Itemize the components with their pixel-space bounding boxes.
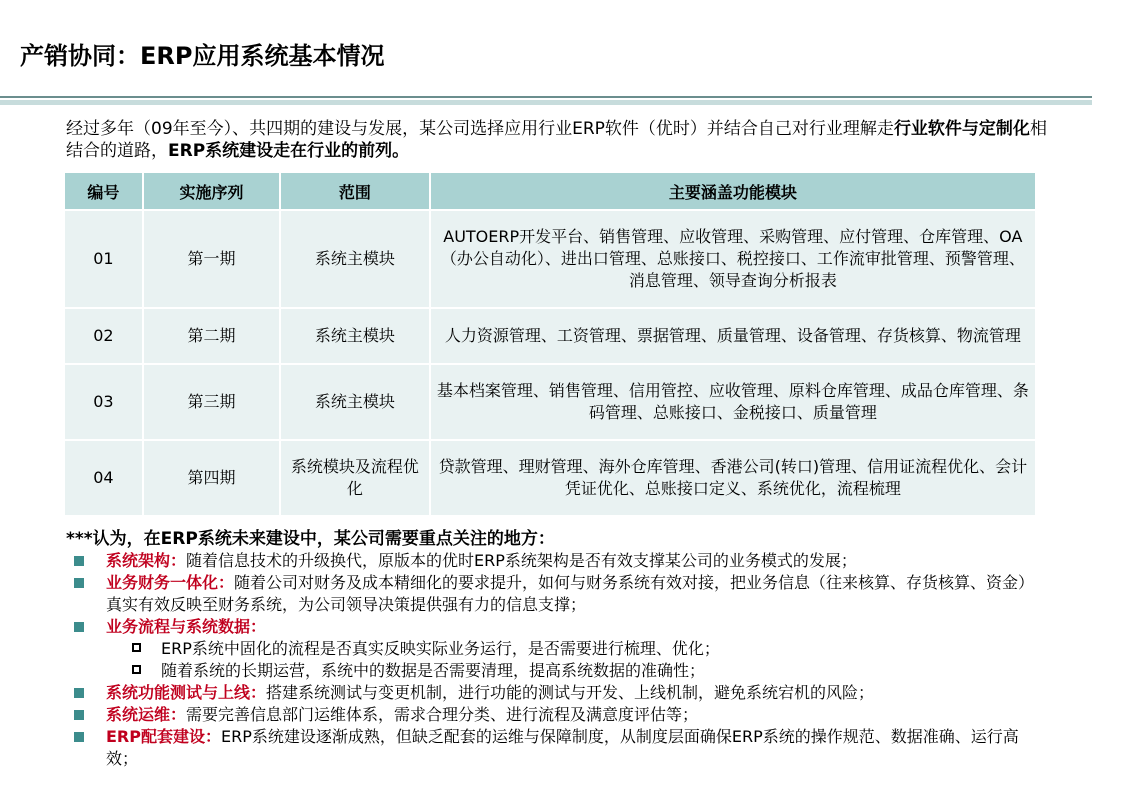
page-title: 产销协同：ERP应用系统基本情况 (20, 42, 385, 70)
cell-modules: 贷款管理、理财管理、海外仓库管理、香港公司(转口)管理、信用证流程优化、会计凭证优化、总账接口定义、系统优化，流程梳理 (431, 441, 1035, 515)
cell-number: 03 (65, 365, 142, 439)
square-bullet-icon (74, 688, 84, 698)
cell-scope: 系统主模块 (281, 365, 429, 439)
item-label: ERP配套建设： (106, 727, 221, 746)
item-label: 业务财务一体化： (106, 573, 235, 592)
cell-scope: 系统主模块 (281, 309, 429, 363)
square-bullet-icon (74, 622, 84, 632)
cell-phase: 第二期 (144, 309, 279, 363)
square-bullet-icon (74, 732, 84, 742)
cell-phase: 第四期 (144, 441, 279, 515)
intro-paragraph (66, 118, 1056, 162)
square-bullet-icon (74, 578, 84, 588)
concerns-list (70, 550, 1050, 770)
intro-bold-1: 行业软件与定制化 (893, 119, 1030, 139)
hollow-square-bullet-icon (132, 665, 141, 674)
header-number: 编号 (65, 173, 142, 209)
list-item (70, 550, 1050, 572)
list-item (70, 572, 1050, 616)
cell-modules: 人力资源管理、工资管理、票据管理、质量管理、设备管理、存货核算、物流管理 (431, 309, 1035, 363)
table-row (65, 309, 1035, 363)
cell-scope: 系统模块及流程优化 (281, 441, 429, 515)
square-bullet-icon (74, 710, 84, 720)
sub-list-item (70, 638, 1050, 660)
cell-modules: AUTOERP开发平台、销售管理、应收管理、采购管理、应付管理、仓库管理、OA（办公自动化）、进出口管理、总账接口、税控接口、工作流审批管理、预警管理、消息管理、领导查询分析报表 (431, 211, 1035, 307)
item-text: ERP系统建设逐渐成熟，但缺乏配套的运维与保障制度，从制度层面确保ERP系统的操作规范、数据准确、运行高效； (106, 727, 1019, 768)
title-divider-band (0, 100, 1092, 105)
square-bullet-icon (74, 556, 84, 566)
cell-number: 04 (65, 441, 142, 515)
table-row (65, 365, 1035, 439)
header-modules: 主要涵盖功能模块 (431, 173, 1035, 209)
header-scope: 范围 (281, 173, 429, 209)
item-label: 系统运维： (106, 705, 187, 724)
list-item (70, 726, 1050, 770)
title-divider (0, 96, 1092, 98)
hollow-square-bullet-icon (132, 643, 141, 652)
item-text: 随着公司对财务及成本精细化的要求提升，如何与财务系统有效对接，把业务信息（往来核算、存货核算、资金）真实有效反映至财务系统，为公司领导决策提供强有力的信息支撑； (106, 573, 1035, 614)
cell-number: 02 (65, 309, 142, 363)
list-item (70, 616, 1050, 638)
item-text: 搭建系统测试与变更机制，进行功能的测试与开发、上线机制，避免系统宕机的风险； (266, 683, 875, 702)
item-label: 系统架构： (106, 551, 187, 570)
concerns-heading: ***认为，在ERP系统未来建设中，某公司需要重点关注的地方： (66, 529, 555, 549)
table-row (65, 211, 1035, 307)
intro-text-1: 经过多年（09年至今）、共四期的建设与发展，某公司选择应用行业ERP软件（优时）并结合自己对行业理解走 (66, 119, 894, 139)
erp-phases-table (63, 171, 1037, 517)
sub-item-text: 随着系统的长期运营，系统中的数据是否需要清理，提高系统数据的准确性； (161, 661, 706, 680)
item-label: 业务流程与系统数据： (106, 617, 267, 636)
item-text: 需要完善信息部门运维体系，需求合理分类、进行流程及满意度评估等； (186, 705, 699, 724)
cell-number: 01 (65, 211, 142, 307)
sub-list-item (70, 660, 1050, 682)
cell-phase: 第三期 (144, 365, 279, 439)
list-item (70, 682, 1050, 704)
item-label: 系统功能测试与上线： (106, 683, 267, 702)
intro-text-2: 相结合的道路， (66, 119, 1047, 161)
cell-scope: 系统主模块 (281, 211, 429, 307)
cell-modules: 基本档案管理、销售管理、信用管控、应收管理、原料仓库管理、成品仓库管理、条码管理、总账接口、金税接口、质量管理 (431, 365, 1035, 439)
header-phase: 实施序列 (144, 173, 279, 209)
table-row (65, 441, 1035, 515)
item-text: 随着信息技术的升级换代，原版本的优时ERP系统架构是否有效支撑某公司的业务模式的发展； (186, 551, 857, 570)
list-item (70, 704, 1050, 726)
table-header-row (65, 173, 1035, 209)
cell-phase: 第一期 (144, 211, 279, 307)
sub-item-text: ERP系统中固化的流程是否真实反映实际业务运行，是否需要进行梳理、优化； (161, 639, 720, 658)
intro-bold-2: ERP系统建设走在行业的前列。 (168, 141, 410, 161)
